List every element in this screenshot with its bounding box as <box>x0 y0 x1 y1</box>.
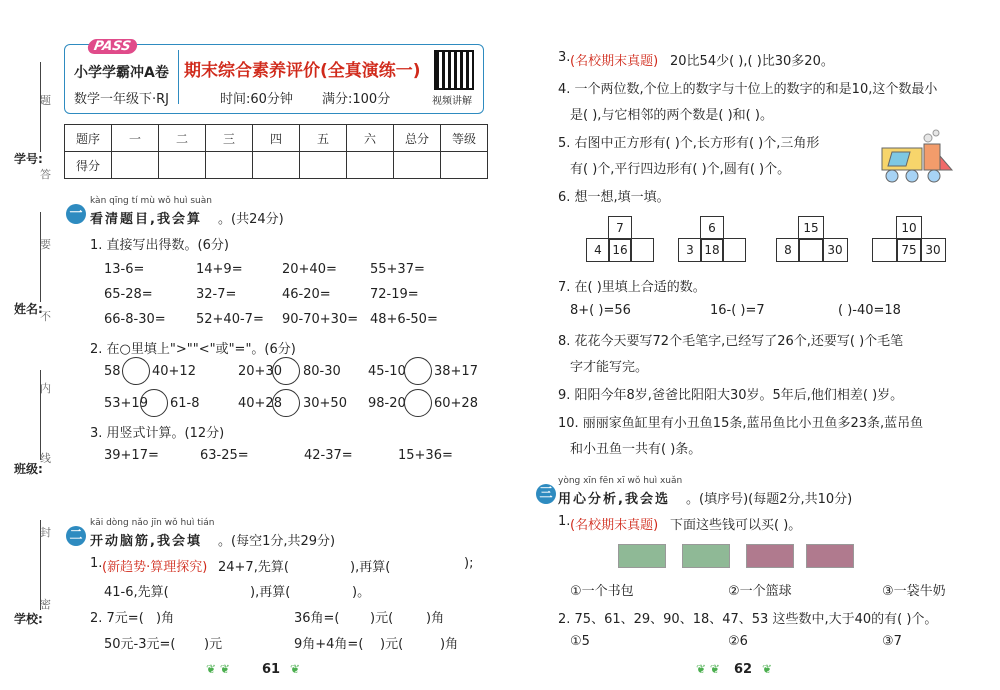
option-item[interactable]: ③一袋牛奶 <box>882 584 946 599</box>
compare-circle[interactable] <box>404 357 432 385</box>
fill-item: 8+( )=56 <box>570 303 631 318</box>
banknote-image <box>682 544 730 568</box>
wheel-circle <box>928 170 940 182</box>
calc-item: 66-8-30= <box>104 312 166 327</box>
score-input-cell[interactable] <box>206 152 253 179</box>
table-cell: 五 <box>300 125 347 152</box>
question-text: 9. 阳阳今年8岁,爸爸比阳阳大30岁。5年后,他们相差( )岁。 <box>558 388 904 403</box>
section-points: 。(填序号)(每题2分,共10分) <box>686 492 853 507</box>
calc-item: 14+9= <box>196 262 243 277</box>
cutline-char: 答 <box>40 168 51 181</box>
number-block-right: 30 <box>822 238 848 262</box>
score-input-cell[interactable] <box>394 152 441 179</box>
score-input-cell[interactable] <box>347 152 394 179</box>
fill-text: ),再算( <box>250 585 291 600</box>
cutline-char: 不 <box>40 310 51 323</box>
number-block-right: 30 <box>920 238 946 262</box>
exam-title: 期末综合素养评价(全真演练一) <box>184 61 421 81</box>
fill-text: ); <box>464 556 474 571</box>
fill-text: 2. 7元=( <box>90 611 144 626</box>
number-block-left: 8 <box>776 238 800 262</box>
fill-item: ( )-40=18 <box>838 303 901 318</box>
number-block-left: 3 <box>678 238 702 262</box>
compare-circle[interactable] <box>140 389 168 417</box>
compare-right: 60+28 <box>434 396 478 411</box>
compare-left: 40+28 <box>238 396 282 411</box>
calc-item: 72-19= <box>370 287 419 302</box>
table-cell: 四 <box>253 125 300 152</box>
question-text: 下面这些钱可以买( )。 <box>670 518 802 533</box>
fill-text: 50元-3元=( <box>104 637 176 652</box>
fill-text: 9角+4角=( <box>294 637 364 652</box>
question-title: 2. 在○里填上">""<"或"="。(6分) <box>90 342 296 357</box>
question-title: 1. 直接写出得数。(6分) <box>90 238 229 253</box>
compare-circle[interactable] <box>122 357 150 385</box>
calc-item: 48+6-50= <box>370 312 438 327</box>
number-block-left: 4 <box>586 238 610 262</box>
fill-text: )角 <box>156 611 175 626</box>
question-text: 20比54少( ),( )比30多20。 <box>670 54 834 69</box>
option-item[interactable]: ①一个书包 <box>570 584 634 599</box>
series-name: 小学学霸冲A卷 <box>74 65 169 81</box>
smoke-circle <box>924 134 932 142</box>
fill-text: )角 <box>440 637 459 652</box>
section-title: 用心分析,我会选 <box>558 492 670 507</box>
sprout-icon: ❦ ❦ <box>696 662 720 676</box>
compare-left: 53+19 <box>104 396 148 411</box>
fill-text: )元 <box>204 637 223 652</box>
table-cell: 六 <box>347 125 394 152</box>
score-input-cell[interactable] <box>441 152 488 179</box>
qr-code-icon[interactable] <box>434 50 474 90</box>
number-block-mid: 16 <box>608 238 632 262</box>
page-number: 62 <box>734 662 753 677</box>
page-number: 61 <box>262 662 281 677</box>
number-block-mid: 18 <box>700 238 724 262</box>
number-block-top: 7 <box>608 216 632 240</box>
fill-text: ),再算( <box>350 560 391 575</box>
name-line[interactable] <box>40 212 41 302</box>
table-cell: 一 <box>112 125 159 152</box>
calc-item: 55+37= <box>370 262 425 277</box>
score-input-cell[interactable] <box>159 152 206 179</box>
question-text: 2. 75、61、29、90、18、47、53 这些数中,大于40的有( )个。 <box>558 612 938 627</box>
parallelogram-shape <box>888 152 910 166</box>
calc-item: 65-28= <box>104 287 153 302</box>
triangle-shape <box>940 156 952 170</box>
number-block-blank[interactable] <box>630 238 654 262</box>
compare-right: 40+12 <box>152 364 196 379</box>
fill-text: )角 <box>426 611 445 626</box>
question-text: 7. 在( )里填上合适的数。 <box>558 280 706 295</box>
table-row <box>65 125 488 152</box>
vertical-calc-item: 15+36= <box>398 448 453 463</box>
question-text: 5. 右图中正方形有( )个,长方形有( )个,三角形 <box>558 136 820 151</box>
question-tag: (名校期末真题) <box>570 518 659 533</box>
calc-item: 20+40= <box>282 262 337 277</box>
question-text: 6. 想一想,填一填。 <box>558 190 670 205</box>
fill-text: 41-6,先算( <box>104 585 169 600</box>
header-divider <box>178 50 179 104</box>
question-title: 3. 用竖式计算。(12分) <box>90 426 225 441</box>
question-text: 8. 花花今天要写72个毛笔字,已经写了26个,还要写( )个毛笔 <box>558 334 904 349</box>
score-input-cell[interactable] <box>300 152 347 179</box>
compare-right: 30+50 <box>303 396 347 411</box>
section-badge: 二 <box>66 526 86 546</box>
cutline-char: 密 <box>40 598 51 611</box>
section-pinyin: kàn qīng tí mù wǒ huì suàn <box>90 196 212 206</box>
fill-text: )元( <box>380 637 404 652</box>
question-number: 1. <box>558 514 571 529</box>
cutline-char: 线 <box>40 452 51 465</box>
question-tag: (新趋势·算理探究) <box>102 560 208 575</box>
table-cell: 三 <box>206 125 253 152</box>
section-title: 开动脑筋,我会填 <box>90 534 202 549</box>
question-text: 4. 一个两位数,个位上的数字与十位上的数字的和是10,这个数最小 <box>558 82 938 97</box>
exam-time: 时间:60分钟 <box>220 92 293 107</box>
option-item[interactable]: ③7 <box>882 634 902 649</box>
compare-left: 58 <box>104 364 121 379</box>
question-text: 是( ),与它相邻的两个数是( )和( )。 <box>570 108 773 123</box>
question-text: 字才能写完。 <box>570 360 649 375</box>
compare-circle[interactable] <box>272 389 300 417</box>
vertical-calc-item: 63-25= <box>200 448 249 463</box>
table-row <box>65 152 488 179</box>
name-label: 姓名: <box>14 302 43 316</box>
cutline-char: 题 <box>40 94 51 107</box>
class-label: 班级: <box>14 462 43 476</box>
table-cell: 题序 <box>65 125 112 152</box>
student-id-label: 学号: <box>14 152 43 166</box>
wheel-circle <box>906 170 918 182</box>
compare-left: 98-20 <box>368 396 406 411</box>
vertical-calc-item: 39+17= <box>104 448 159 463</box>
compare-left: 45-10 <box>368 364 406 379</box>
train-cabin-rect <box>924 144 940 170</box>
subject-grade: 数学一年级下·RJ <box>74 92 169 107</box>
smoke-circle <box>933 130 939 136</box>
calc-item: 32-7= <box>196 287 237 302</box>
number-block-blank[interactable] <box>798 238 824 262</box>
score-table <box>64 124 488 179</box>
sprout-icon: ❦ <box>762 662 773 676</box>
compare-circle[interactable] <box>404 389 432 417</box>
school-label: 学校: <box>14 612 43 626</box>
question-text: 有( )个,平行四边形有( )个,圆有( )个。 <box>570 162 791 177</box>
table-cell: 得分 <box>65 152 112 179</box>
table-cell: 二 <box>159 125 206 152</box>
section-pinyin: yòng xīn fēn xī wǒ huì xuǎn <box>558 476 683 486</box>
compare-right: 80-30 <box>303 364 341 379</box>
question-text: 和小丑鱼一共有( )条。 <box>570 442 702 457</box>
table-cell: 总分 <box>394 125 441 152</box>
option-item[interactable]: ②6 <box>728 634 748 649</box>
qr-caption: 视频讲解 <box>432 96 472 107</box>
banknote-image <box>618 544 666 568</box>
option-item[interactable]: ①5 <box>570 634 590 649</box>
compare-left: 20+30 <box>238 364 282 379</box>
calc-item: 52+40-7= <box>196 312 264 327</box>
banknote-image <box>806 544 854 568</box>
cutline-char: 要 <box>40 238 51 251</box>
number-block-top: 6 <box>700 216 724 240</box>
option-item[interactable]: ②一个篮球 <box>728 584 792 599</box>
banknote-image <box>746 544 794 568</box>
calc-item: 46-20= <box>282 287 331 302</box>
section-points: 。(共24分) <box>218 212 284 227</box>
cutline-char: 封 <box>40 526 51 539</box>
question-number: 3. <box>558 50 571 65</box>
wheel-circle <box>886 170 898 182</box>
section-points: 。(每空1分,共29分) <box>218 534 336 549</box>
number-block-top: 10 <box>896 216 922 240</box>
fill-text: )元( <box>370 611 394 626</box>
number-block-blank[interactable] <box>872 238 898 262</box>
fill-text: )。 <box>352 585 371 600</box>
section-pinyin: kāi dòng nǎo jīn wǒ huì tián <box>90 518 215 528</box>
vertical-calc-item: 42-37= <box>304 448 353 463</box>
compare-right: 38+17 <box>434 364 478 379</box>
section-title: 看清题目,我会算 <box>90 212 202 227</box>
fill-text: 36角=( <box>294 611 340 626</box>
question-number: 1. <box>90 556 103 571</box>
section-badge: 三 <box>536 484 556 504</box>
fill-text: 24+7,先算( <box>218 560 289 575</box>
score-input-cell[interactable] <box>253 152 300 179</box>
score-input-cell[interactable] <box>112 152 159 179</box>
table-cell: 等级 <box>441 125 488 152</box>
question-text: 10. 丽丽家鱼缸里有小丑鱼15条,蓝吊鱼比小丑鱼多23条,蓝吊鱼 <box>558 416 924 431</box>
exam-full-score: 满分:100分 <box>322 92 391 107</box>
calc-item: 90-70+30= <box>282 312 359 327</box>
fill-item: 16-( )=7 <box>710 303 765 318</box>
sprout-icon: ❦ <box>290 662 301 676</box>
number-block-mid: 75 <box>896 238 922 262</box>
right-page <box>500 0 1000 690</box>
sprout-icon: ❦ ❦ <box>206 662 230 676</box>
number-block-blank[interactable] <box>722 238 746 262</box>
compare-right: 61-8 <box>170 396 200 411</box>
calc-item: 13-6= <box>104 262 145 277</box>
question-tag: (名校期末真题) <box>570 54 659 69</box>
compare-circle[interactable] <box>272 357 300 385</box>
brand-badge: PASS <box>87 39 138 54</box>
cutline-char: 内 <box>40 382 51 395</box>
number-block-top: 15 <box>798 216 824 240</box>
train-figure <box>878 128 954 186</box>
section-badge: 一 <box>66 204 86 224</box>
